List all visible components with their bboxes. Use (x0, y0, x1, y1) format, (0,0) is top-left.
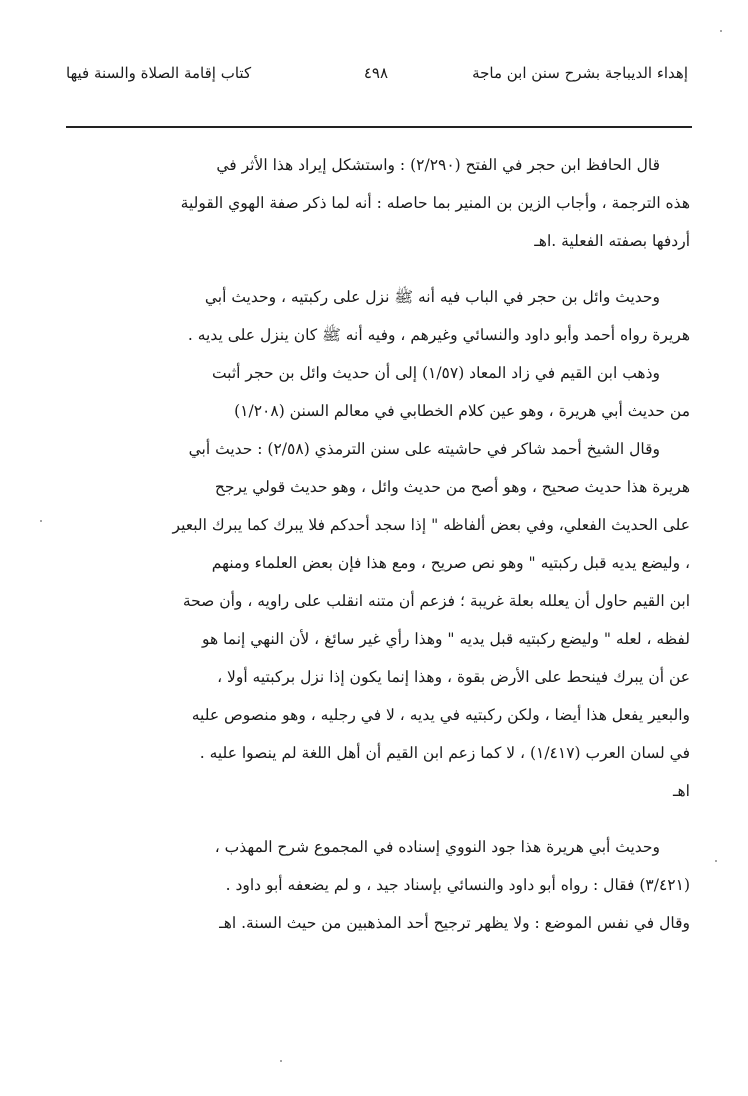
paragraph-nawawi (58, 828, 690, 942)
text-line: وحديث وائل بن حجر في الباب فيه أنه ﷺ نزل على ركبتيه ، وحديث أبي (204, 288, 660, 306)
page-number: ٤٩٨ (363, 64, 388, 82)
scan-speck (715, 860, 717, 862)
text-line: هذه الترجمة ، وأجاب الزين بن المنير بما حاصله : أنه لما ذكر صفة الهوي القولية (180, 194, 690, 212)
paragraph-wail (58, 278, 690, 354)
text-line: هريرة رواه أحمد وأبو داود والنسائي وغيرهم ، وفيه أنه ﷺ كان ينزل على يديه . (187, 326, 690, 344)
text-line: عن أن يبرك فينحط على الأرض بقوة ، وهذا إنما يكون إذا نزل بركبتيه أولا ، (217, 668, 690, 686)
text-line: على الحديث الفعلي، وفي بعض ألفاظه " إذا سجد أحدكم فلا يبرك كما يبرك البعير (172, 516, 690, 534)
header-rule (66, 126, 692, 128)
text-line: وحديث أبي هريرة هذا جود النووي إسناده في المجموع شرح المهذب ، (214, 838, 660, 856)
text-line: (٣/٤٢١) فقال : رواه أبو داود والنسائي بإسناد جيد ، و لم يضعفه أبو داود . (225, 876, 690, 894)
text-line: قال الحافظ ابن حجر في الفتح (٢/٢٩٠) : واستشكل إيراد هذا الأثر في (216, 156, 660, 174)
scan-speck (40, 520, 42, 522)
chapter-title: كتاب إقامة الصلاة والسنة فيها (66, 64, 252, 82)
text-line: وقال في نفس الموضع : ولا يظهر ترجيح أحد المذهبين من حيث السنة. اهـ (219, 914, 690, 932)
text-line: وذهب ابن القيم في زاد المعاد (١/٥٧) إلى أن حديث وائل بن حجر أثبت (211, 364, 660, 382)
text-line: والبعير يفعل هذا أيضا ، ولكن ركبتيه في يديه ، لا في رجليه ، وهو منصوص عليه (191, 706, 690, 724)
scan-speck (720, 30, 722, 32)
text-line: في لسان العرب (١/٤١٧) ، لا كما زعم ابن القيم أن أهل اللغة لم ينصوا عليه . (199, 744, 690, 762)
body-text (58, 146, 690, 942)
book-title: إهداء الديباجة بشرح سنن ابن ماجة (472, 64, 688, 82)
text-line: اهـ (672, 782, 690, 800)
paragraph-shakir (58, 430, 690, 810)
text-line: ، وليضع يديه قبل ركبتيه " وهو نص صريح ، ومع هذا فإن بعض العلماء ومنهم (211, 554, 690, 572)
paragraph-gap (58, 810, 690, 828)
paragraph-ibn-qayyim (58, 354, 690, 430)
text-line: لفظه ، لعله " وليضع ركبتيه قبل يديه " وهذا رأي غير سائغ ، لأن النهي إنما هو (201, 630, 690, 648)
text-line: وقال الشيخ أحمد شاكر في حاشيته على سنن الترمذي (٢/٥٨) : حديث أبي (188, 440, 660, 458)
text-line: هريرة هذا حديث صحيح ، وهو أصح من حديث وائل ، وهو حديث قولي يرجح (214, 478, 690, 496)
text-line: ابن القيم حاول أن يعلله بعلة غريبة ؛ فزعم أن متنه انقلب على راويه ، وأن صحة (182, 592, 690, 610)
scan-speck (280, 1060, 282, 1062)
paragraph-gap (58, 260, 690, 278)
running-header (66, 60, 688, 90)
text-line: أردفها بصفته الفعلية .اهـ (534, 232, 690, 250)
paragraph-fath (58, 146, 690, 260)
text-line: من حديث أبي هريرة ، وهو عين كلام الخطابي في معالم السنن (١/٢٠٨) (234, 402, 690, 420)
